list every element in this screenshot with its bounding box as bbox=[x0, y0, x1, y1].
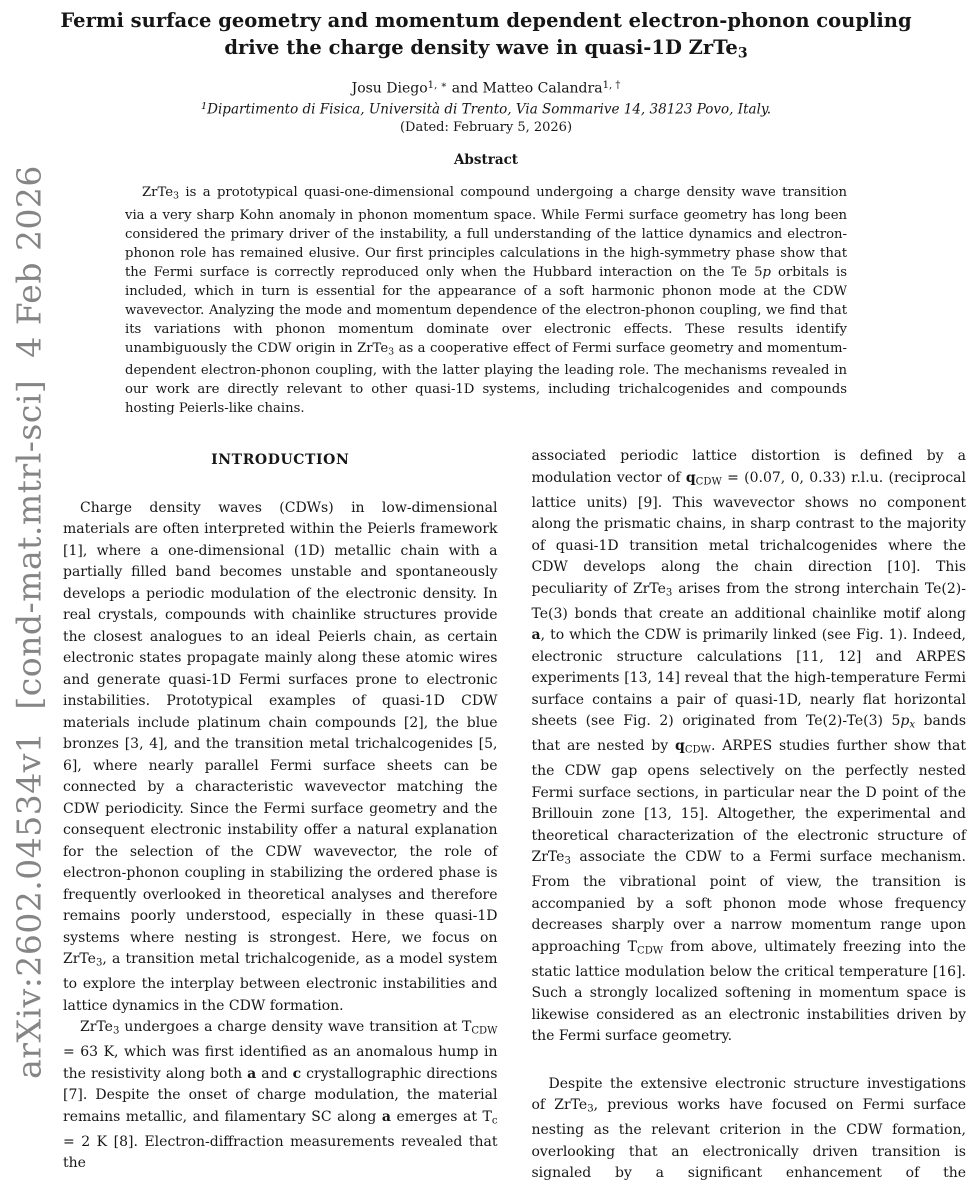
title-line-1: Fermi surface geometry and momentum dependent electron-phonon coupling bbox=[60, 9, 912, 32]
paper-header bbox=[0, 0, 972, 418]
paragraph-intro-1: Charge density waves (CDWs) in low-dimensional materials are often interpreted within the Peierls framework [1], where a one-dimensional (1D) metallic chain with a partially filled band becomes unstable and spontaneously develops a periodic modulation of the electronic density. In real crystals, compounds with chainlike structures provide the closest analogues to an ideal Peierls chain, as certain electronic states propagate mainly along these atomic wires and generate quasi-1D Fermi surfaces prone to electronic instabilities. Prototypical examples of quasi-1D CDW materials include platinum chain compounds [2], the blue bronzes [3, 4], and the transition metal trichalcogenides [5, 6], where nearly parallel Fermi surface sheets can be connected by a characteristic wavevector matching the CDW periodicity. Since the Fermi surface geometry and the consequent electronic instability offer a natural explanation for the selection of the CDW wavevector, the role of electron-phonon coupling in stabilizing the ordered phase is frequently overlooked in theoretical analyses and therefore remains poorly understood, especially in these quasi-1D systems where nesting is strongest. Here, we focus on ZrTe$_3$, a transition metal trichalcogenide, as a model system to explore the interplay between electronic instabilities and lattice dynamics in the CDW formation. bbox=[63, 499, 498, 1014]
author-line: Josu Diego$^{1, ∗}$ and Matteo Calandra$^{1, \dagger}$ bbox=[351, 79, 621, 97]
abstract-block bbox=[125, 183, 847, 418]
date-line: (Dated: February 5, 2026) bbox=[399, 120, 573, 136]
paragraph-intro-2: ZrTe$_3$ undergoes a charge density wave transition at $T_{CDW} = 63$ K, which was first identified as an anomalous hump in the resistivity along both a and c crystallographic directions [7]. Despite the onset of charge modulation, the material remains metallic, and filamentary SC along a emerges at $T_c = 2$ K [8]. Electron-diffraction measurements revealed that the bbox=[63, 1019, 498, 1172]
abstract-paragraph: ZrTe$_3$ is a prototypical quasi-one-dimensional compound undergoing a charge density wave transition via a very sharp Kohn anomaly in phonon momentum space. While Fermi surface geometry has long been considered the primary driver of the instability, a full understanding of the lattice dynamics and electron-phonon role has remained elusive. Our first principles calculations in the high-symmetry phase show that the Fermi surface is correctly reproduced only when the Hubbard interaction on the Te 5p orbitals is included, which in turn is essential for the appearance of a soft harmonic phonon mode at the CDW wavevector. Analyzing the mode and momentum dependence of the electron-phonon coupling, we find that its variations with phonon momentum dominate over electronic effects. These results identify unambiguously the CDW origin in ZrTe$_3$ as a cooperative effect of Fermi surface geometry and momentum-dependent electron-phonon coupling, with the latter playing the leading role. The mechanisms revealed in our work are directly relevant to other quasi-1D systems, including trichalcogenides and compounds hosting Peierls-like chains. bbox=[125, 185, 847, 417]
affiliation-line: $^1$Dipartimento di Fisica, Università di Trento, Via Sommarive 14, 38123 Povo, Italy. bbox=[200, 101, 772, 118]
introduction-heading: INTRODUCTION bbox=[211, 452, 350, 468]
paragraph-right-2: Despite the extensive electronic structure investigations of ZrTe$_3$, previous works have focused on Fermi surface nesting as the relevant criterion in the CDW formation, overlooking that an electronically driven transition is signaled by a significant enhancement of the bbox=[531, 1075, 966, 1182]
arxiv-watermark: arXiv:2602.04534v1 [cond-mat.mtrl-sci] 4 Feb 2026 bbox=[9, 165, 49, 1079]
title-line-2: drive the charge density wave in quasi-1D ZrTe$_3$ bbox=[224, 36, 748, 62]
left-column bbox=[63, 446, 498, 1185]
paper-title bbox=[0, 7, 972, 68]
abstract-heading: Abstract bbox=[453, 152, 519, 169]
right-column bbox=[532, 446, 967, 1185]
body-columns bbox=[63, 446, 966, 1185]
paragraph-right-1: associated periodic lattice distortion is defined by a modulation vector of $q_{CDW} = (0.07$, 0, 0.33) r.l.u. (reciprocal lattice units) [9]. This wavevector shows no component along the prismatic chains, in sharp contrast to the majority of quasi-1D transition metal trichalcogenides where the CDW develops along the chain direction [10]. This peculiarity of ZrTe$_3$ arises from the strong interchain Te(2)-Te(3) bonds that create an additional chainlike motif along a, to which the CDW is primarily linked (see Fig. 1). Indeed, electronic structure calculations [11, 12] and ARPES experiments [13, 14] reveal that the high-temperature Fermi surface contains a pair of quasi-1D, nearly flat horizontal sheets (see Fig. 2) originated from Te(2)-Te(3) $5p_x$ bands that are nested by $q_{CDW}$. ARPES studies further show that the CDW gap opens selectively on the perfectly nested Fermi surface sections, in particular near the D point of the Brillouin zone [13, 15]. Altogether, the experimental and theoretical characterization of the electronic structure of ZrTe$_3$ associate the CDW to a Fermi surface mechanism. From the vibrational point of view, the transition is accompanied by a soft phonon mode whose frequency decreases sharply over a narrow momentum range upon approaching $T_{CDW}$ from above, ultimately freezing into the static lattice modulation below the critical temperature [16]. Such a strongly localized softening in momentum space is likewise considered as an electronic instabilities driven by the Fermi surface geometry. bbox=[531, 448, 967, 1045]
